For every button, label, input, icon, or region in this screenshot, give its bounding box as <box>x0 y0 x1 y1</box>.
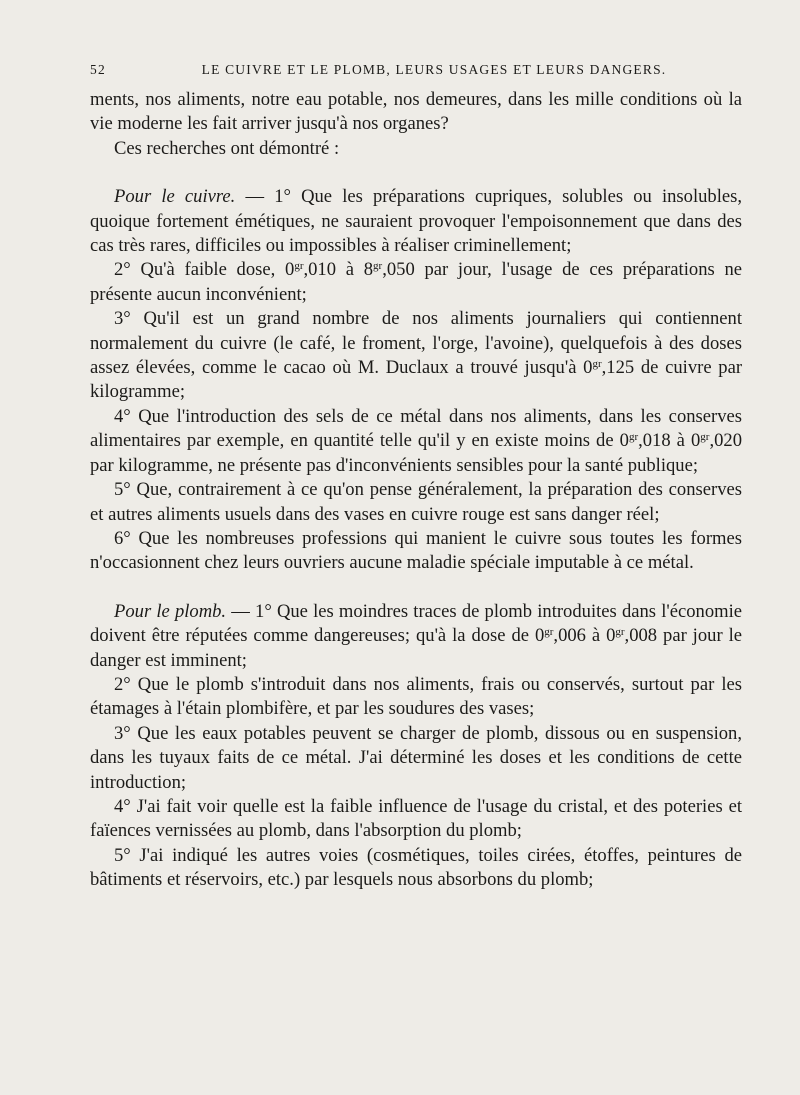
plomb-item-1-text: — 1° Que les moindres traces de plomb introduites dans l'économie doivent être réputées comme dangereuses; qu'à la dose de $0^{gr},006$ à $0^{gr},008$ par jour le danger est imminent; <box>90 600 742 671</box>
cuivre-item-3: 3° Qu'il est un grand nombre de nos aliments journaliers qui contiennent normalement du cuivre (le café, le froment, l'orge, l'avoine), quelquefois à des doses assez élevées, comme le cacao où M. Duclaux a trouvé jusqu'à $0^{gr},125$ de cuivre par kilogramme; <box>90 308 743 403</box>
running-title: LE CUIVRE ET LE PLOMB, LEURS USAGES ET LEURS DANGERS. <box>201 62 667 77</box>
cuivre-item-1 <box>90 185 742 258</box>
plomb-item-5: 5° J'ai indiqué les autres voies (cosmétiques, toiles cirées, étoffes, peintures de bâtiments et réservoirs, etc.) par lesquels nous absorbons du plomb; <box>90 844 742 891</box>
intro-paragraph: ments, nos aliments, notre eau potable, nos demeures, dans les mille conditions où la vie moderne les fait arriver jusqu'à nos organes? <box>90 89 742 135</box>
running-header <box>90 62 738 82</box>
plomb-item-2: 2° Que le plomb s'introduit dans nos aliments, frais ou conservés, surtout par les étamages à l'étain plombifère, et par les soudures des vases; <box>90 673 742 720</box>
cuivre-item-4: 4° Que l'introduction des sels de ce métal dans nos aliments, dans les conserves alimentaires par exemple, en quantité telle qu'il y en existe moins de $0^{gr},018$ à $0^{gr},020$ par kilogramme, ne présente pas d'inconvénients sensibles pour la santé publique; <box>90 405 742 476</box>
plomb-item-1 <box>90 600 742 673</box>
plomb-heading: Pour le plomb. <box>114 600 227 622</box>
cuivre-heading: Pour le cuivre. <box>114 186 236 208</box>
cuivre-item-1-text: — 1° Que les préparations cupriques, solubles ou insolubles, quoique fortement émétiques, ne sauraient provoquer l'empoisonnement que dans des cas très rares, difficiles ou impossibles à réaliser criminellement; <box>90 186 743 257</box>
cuivre-item-5: 5° Que, contrairement à ce qu'on pense généralement, la préparation des conserves et autres aliments usuels dans des vases en cuivre rouge est sans danger réel; <box>90 479 742 525</box>
plomb-item-4: 4° J'ai fait voir quelle est la faible influence de l'usage du cristal, et des poteries et faïences vernissées au plomb, dans l'absorption du plomb; <box>90 795 742 842</box>
page-body <box>90 88 742 893</box>
results-line: Ces recherches ont démontré : <box>114 137 340 159</box>
cuivre-item-6: 6° Que les nombreuses professions qui manient le cuivre sous toutes les formes n'occasionnent chez leurs ouvriers aucune maladie spéciale imputable à ce métal. <box>90 527 742 574</box>
plomb-item-3: 3° Que les eaux potables peuvent se charger de plomb, dissous ou en suspension, dans les tuyaux faits de ce métal. J'ai déterminé les doses et les conditions de cette introduction; <box>90 722 742 793</box>
cuivre-item-2: 2° Qu'à faible dose, $0^{gr},010$ à $8^{gr},050$ par jour, l'usage de ces préparations ne présente aucun inconvénient; <box>90 259 742 305</box>
page-number: 52 <box>90 62 106 77</box>
